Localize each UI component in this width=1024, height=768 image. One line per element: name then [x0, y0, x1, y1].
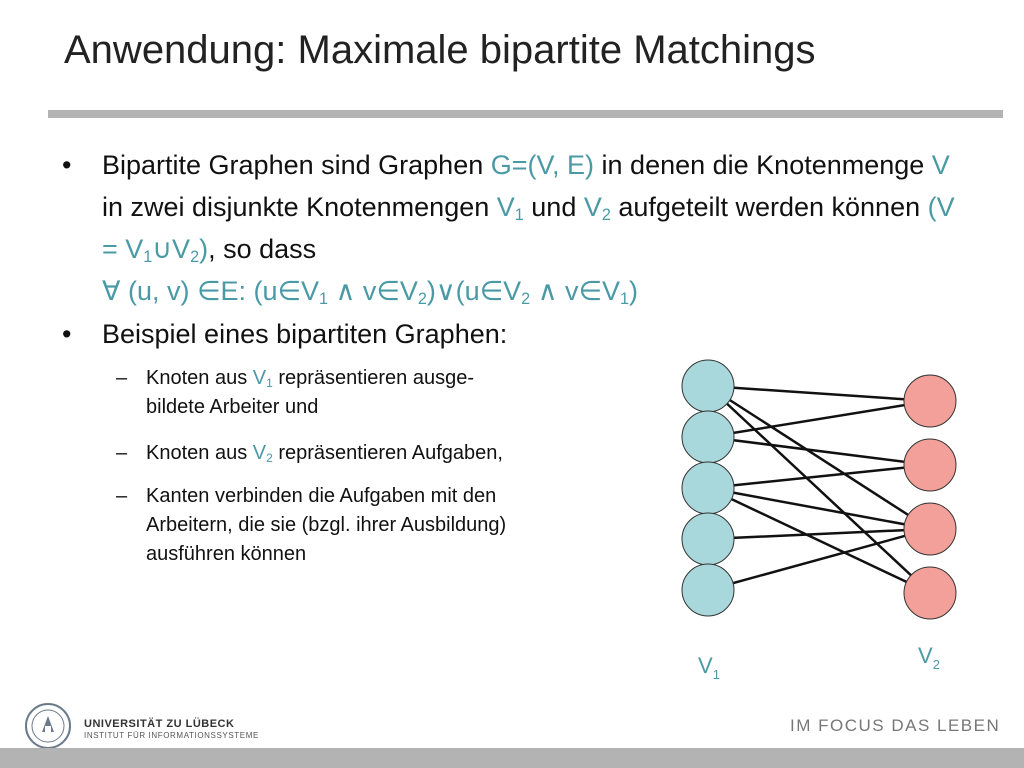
institute-name: INSTITUT FÜR INFORMATIONSSYSTEME	[84, 731, 259, 740]
edge-a1-b1	[708, 386, 930, 401]
edge-a3-b2	[708, 465, 930, 488]
subscript: 2	[521, 290, 531, 309]
text-segment: repräsentieren ausge-	[272, 367, 475, 389]
slide-title: Anwendung: Maximale bipartite Matchings	[64, 28, 816, 72]
v1-node-a5	[682, 564, 734, 616]
symbol: V	[918, 643, 933, 668]
bullet-marker: •	[62, 319, 72, 349]
text-segment: ausführen können	[146, 543, 307, 565]
symbol: V	[698, 653, 713, 678]
text-segment: in denen die Knotenmenge	[594, 150, 932, 180]
text-segment: Kanten verbinden die Aufgaben mit den	[146, 485, 497, 507]
bullet-marker: •	[62, 150, 72, 180]
v1-node-a4	[682, 513, 734, 565]
text-segment: repräsentieren Aufgaben,	[272, 442, 503, 464]
subscript: 1	[319, 290, 329, 309]
v2-node-b1	[904, 375, 956, 427]
symbol: V	[496, 192, 515, 222]
university-seal-icon	[24, 702, 72, 750]
dash-marker: –	[116, 442, 128, 464]
symbol: V	[583, 192, 602, 222]
v2-node-b4	[904, 567, 956, 619]
footer-bar	[0, 748, 1024, 768]
subscript: 2	[601, 206, 611, 225]
text-segment: bildete Arbeiter und	[146, 396, 319, 418]
v2-node-b3	[904, 503, 956, 555]
v1-node-a3	[682, 462, 734, 514]
subscript: 2	[932, 657, 940, 672]
symbol: (V = V	[102, 192, 955, 264]
subscript: 1	[712, 667, 720, 682]
v2-set-label	[918, 643, 940, 672]
symbol: V	[252, 367, 267, 389]
bullet-text: Beispiel eines bipartiten Graphen:	[102, 319, 508, 349]
text-segment: Knoten aus	[146, 442, 253, 464]
symbol: ∀ (u, v) ∈E: (u∈V	[102, 276, 320, 306]
text-segment: in zwei disjunkte Knotenmengen	[102, 192, 497, 222]
dash-marker: –	[116, 367, 128, 389]
subscript: 2	[266, 451, 273, 465]
symbol: ∧ v∈V	[530, 276, 620, 306]
edge-a1-b4	[708, 386, 930, 593]
graph-notation: G=(V, E)	[490, 150, 595, 180]
subscript: 2	[190, 248, 200, 267]
university-motto: IM FOCUS DAS LEBEN	[790, 716, 1001, 735]
text-segment: und	[523, 192, 584, 222]
university-name: UNIVERSITÄT ZU LÜBECK	[84, 718, 235, 730]
v1-node-a1	[682, 360, 734, 412]
text-segment: Bipartite Graphen sind Graphen	[102, 150, 491, 180]
edge-a3-b4	[708, 488, 930, 593]
symbol: V	[252, 442, 267, 464]
subscript: 1	[514, 206, 524, 225]
subscript: 2	[417, 290, 427, 309]
subscript: 1	[143, 248, 153, 267]
subscript: 1	[619, 290, 629, 309]
v1-set-label	[698, 653, 720, 682]
vertex-set-v: V	[931, 150, 950, 180]
text-segment: , so dass	[208, 234, 317, 264]
v2-node-b2	[904, 439, 956, 491]
symbol: )	[629, 276, 638, 306]
symbol: )∨(u∈V	[426, 276, 522, 306]
v1-node-a2	[682, 411, 734, 463]
symbol: ∧ v∈V	[328, 276, 418, 306]
symbol: ∪V	[152, 234, 191, 264]
graph-edges	[708, 386, 930, 593]
text-segment: Knoten aus	[146, 367, 253, 389]
text-segment: aufgeteilt werden können	[610, 192, 928, 222]
dash-marker: –	[116, 485, 128, 507]
symbol: )	[199, 234, 209, 264]
edge-a2-b2	[708, 437, 930, 465]
text-segment: Arbeitern, die sie (bzgl. ihrer Ausbildung)	[146, 514, 507, 536]
subscript: 1	[266, 376, 273, 390]
